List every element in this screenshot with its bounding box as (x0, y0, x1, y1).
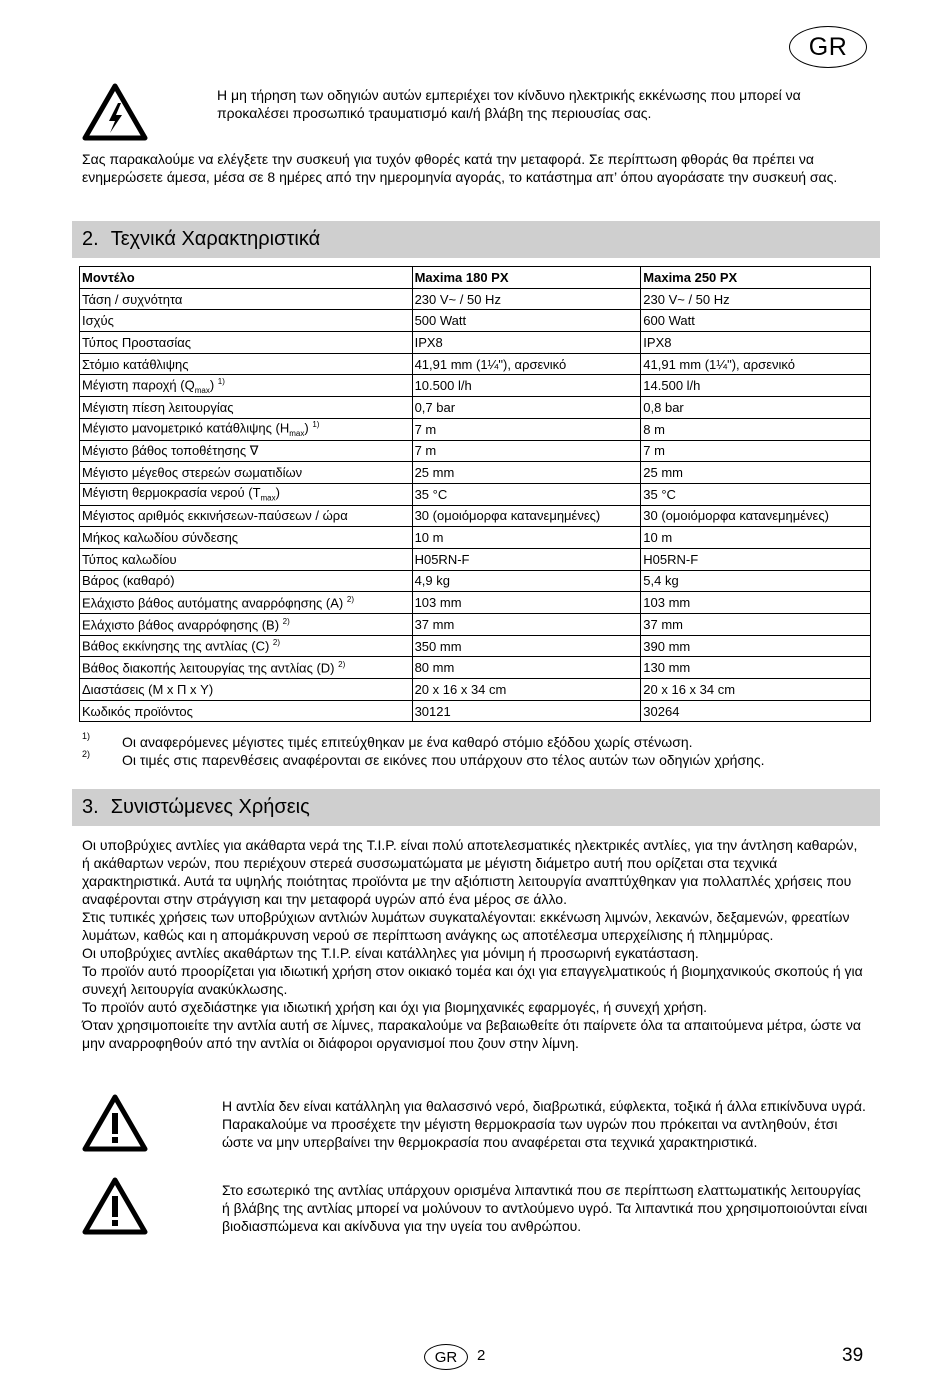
country-badge: GR (789, 26, 867, 68)
table-row (80, 657, 871, 679)
spec-value-180: 230 V~ / 50 Hz (412, 288, 641, 310)
spec-value-180: 30 (ομοιόμορφα κατανεμημένες) (412, 505, 641, 527)
table-row (80, 679, 871, 701)
uses-paragraph: Το προϊόν αυτό προορίζεται για ιδιωτική χρήση στον οικιακό τομέα και όχι για επαγγελματικούς ή βιομηχανικούς σκοπούς ή για συνεχή λειτουργία ανακύκλωσης. (82, 963, 863, 997)
spec-value-180: 10.500 l/h (412, 375, 641, 397)
spec-label: Ισχύς (80, 310, 413, 332)
table-row (80, 592, 871, 614)
spec-label: Βάρος (καθαρό) (80, 570, 413, 592)
section-heading-technical (72, 221, 880, 258)
spec-value-180: IPX8 (412, 332, 641, 354)
spec-value-250: 37 mm (641, 614, 871, 636)
table-row (80, 462, 871, 484)
spec-value-250: 30264 (641, 700, 871, 722)
spec-value-250: 600 Watt (641, 310, 871, 332)
header-cell: Μοντέλο (80, 267, 413, 289)
spec-value-180: 103 mm (412, 592, 641, 614)
footer-country-badge: GR (424, 1344, 468, 1370)
table-header-row (80, 267, 871, 289)
spec-label: Κωδικός προϊόντος (80, 700, 413, 722)
table-row (80, 332, 871, 354)
spec-value-250: 7 m (641, 440, 871, 462)
spec-value-250: 130 mm (641, 657, 871, 679)
spec-value-180: 0,7 bar (412, 397, 641, 419)
spec-value-250: 103 mm (641, 592, 871, 614)
uses-paragraph: Οι υποβρύχιες αντλίες για ακάθαρτα νερά της T.I.P. είναι πολύ αποτελεσματικές ηλεκτρικές αντλίες, για την άντληση καθαρών, ή ακάθαρτων νερών, που περιέχουν στερεά συσσωματώματα με μέγιστη διάμετρο αυτή που ορίζεται στα τεχνικά χαρακτηριστικά. Αυτά τα υψηλής ποιότητας προϊόντα με την αξιόπιστη λειτουργία αναπτύχθηκαν για πολλαπλές χρήσεις που αναφέρονται στην στράγγιση και την μεταφορά υγρών από ένα μέρος σε άλλο. (82, 837, 858, 907)
spec-value-180: 41,91 mm (1¼"), αρσενικό (412, 353, 641, 375)
spec-label: Μέγιστη παροχή $(Q_{max})$ $^{1)}$ (80, 375, 413, 397)
footnote-text: Οι τιμές στις παρενθέσεις αναφέρονται σε εικόνες που υπάρχουν στο τέλος αυτών των οδηγιών χρήσης. (122, 752, 765, 768)
spec-label: Μέγιστη πίεση λειτουργίας (80, 397, 413, 419)
spec-value-180: 10 m (412, 527, 641, 549)
spec-value-250: 20 x 16 x 34 cm (641, 679, 871, 701)
table-row (80, 527, 871, 549)
spec-value-180: 350 mm (412, 635, 641, 657)
spec-label: Μήκος καλωδίου σύνδεσης (80, 527, 413, 549)
footnote-mark: 2) (82, 749, 91, 759)
page-number: 39 (842, 1345, 864, 1366)
table-row (80, 375, 871, 397)
table-row (80, 353, 871, 375)
table-row (80, 397, 871, 419)
spec-value-250: 14.500 l/h (641, 375, 871, 397)
table-row (80, 288, 871, 310)
table-row (80, 483, 871, 505)
uses-paragraph: Στις τυπικές χρήσεις των υποβρύχιων αντλιών λυμάτων συγκαταλέγονται: εκκένωση λιμνών, λεκανών, δεξαμενών, φρεατίων λυμάτων, καθώς και η απομάκρυνση νερού σε περίπτωση ανάγκης ως αποτέλεσμα υπερχείλισης ή πλημμύρας. (82, 909, 850, 943)
spec-value-250: 35 °C (641, 483, 871, 505)
spec-label: Ελάχιστο βάθος αναρρόφησης (B) $^{2)}$ (80, 614, 413, 636)
caution-icon (82, 1094, 148, 1152)
table-row (80, 310, 871, 332)
spec-label: Μέγιστο μανομετρικό κατάθλιψης $(H_{max})$ $^{1)}$ (80, 418, 413, 440)
intro-check-text: Σας παρακαλούμε να ελέγξετε την συσκευή για τυχόν φθορές κατά την μεταφορά. Σε περίπτωση φθοράς θα πρέπει να ενημερώσετε άμεσα, μέσα σε 8 ημέρες από την ημερομηνία αγοράς, το κατάστημα απ’ όπου αγοράσατε την συσκευή σας. (82, 151, 838, 185)
electric-hazard-icon (82, 83, 148, 141)
footnote-text: Οι αναφερόμενες μέγιστες τιμές επιτεύχθηκαν με ένα καθαρό στόμιο εξόδου χωρίς στένωση. (122, 734, 693, 750)
spec-label: Διαστάσεις (Μ x Π x Υ) (80, 679, 413, 701)
table-row (80, 700, 871, 722)
spec-label: Τύπος Προστασίας (80, 332, 413, 354)
spec-label: Μέγιστο βάθος τοποθέτησης ∇ (80, 440, 413, 462)
uses-paragraph: Οι υποβρύχιες αντλίες ακαθάρτων της T.I.P. είναι κατάλληλες για μόνιμη ή προσωρινή εγκατάσταση. (82, 945, 699, 961)
spec-label: Μέγιστη θερμοκρασία νερού $(T_{max})$ (80, 483, 413, 505)
section-title: Συνιστώμενες Χρήσεις (110, 796, 310, 818)
spec-label: Μέγιστος αριθμός εκκινήσεων-παύσεων / ώρα (80, 505, 413, 527)
intro-warning-text: Η μη τήρηση των οδηγιών αυτών εμπεριέχει τον κίνδυνο ηλεκτρικής εκκένωσης που μπορεί να προκαλέσει προσωπικό τραυματισμό και/ή βλάβη της περιουσίας σας. (217, 87, 801, 121)
spec-value-180: 25 mm (412, 462, 641, 484)
header-cell: Maxima 180 PX (412, 267, 641, 289)
spec-label: Βάθος εκκίνησης της αντλίας (C) $^{2)}$ (80, 635, 413, 657)
section-number: 3. (82, 796, 99, 818)
spec-label: Βάθος διακοπής λειτουργίας της αντλίας (D) $^{2)}$ (80, 657, 413, 679)
spec-value-180: 4,9 kg (412, 570, 641, 592)
spec-label: Ελάχιστο βάθος αυτόματης αναρρόφησης (A) $^{2)}$ (80, 592, 413, 614)
spec-value-250: 10 m (641, 527, 871, 549)
spec-value-180: 7 m (412, 418, 641, 440)
table-row (80, 570, 871, 592)
spec-value-180: H05RN-F (412, 548, 641, 570)
spec-value-250: 0,8 bar (641, 397, 871, 419)
specifications-table (79, 266, 871, 722)
uses-paragraph: Το προϊόν αυτό σχεδιάστηκε για ιδιωτική χρήση και όχι για βιομηχανικές εφαρμογές, ή συνεχή χρήση. (82, 999, 708, 1015)
spec-value-250: H05RN-F (641, 548, 871, 570)
table-row (80, 440, 871, 462)
spec-label: Μέγιστο μέγεθος στερεών σωματιδίων (80, 462, 413, 484)
spec-value-180: 35 °C (412, 483, 641, 505)
spec-value-250: 390 mm (641, 635, 871, 657)
section-number: 2. (82, 228, 99, 250)
spec-value-180: 80 mm (412, 657, 641, 679)
uses-paragraph: Όταν χρησιμοποιείτε την αντλία αυτή σε λίμνες, παρακαλούμε να βεβαιωθείτε ότι παίρνετε όλα τα απαιτούμενα μέτρα, ώστε να μην αναρροφηθούν από την αντλία οι διάφοροι οργανισμοί που ζουν στην λίμνη. (82, 1017, 861, 1051)
spec-value-250: IPX8 (641, 332, 871, 354)
spec-value-180: 7 m (412, 440, 641, 462)
spec-label: Τύπος καλωδίου (80, 548, 413, 570)
table-row (80, 505, 871, 527)
table-row (80, 635, 871, 657)
spec-value-250: 25 mm (641, 462, 871, 484)
spec-label: Τάση / συχνότητα (80, 288, 413, 310)
spec-value-250: 8 m (641, 418, 871, 440)
header-cell: Maxima 250 PX (641, 267, 871, 289)
spec-value-250: 230 V~ / 50 Hz (641, 288, 871, 310)
spec-label: Στόμιο κατάθλιψης (80, 353, 413, 375)
spec-value-180: 500 Watt (412, 310, 641, 332)
table-row (80, 418, 871, 440)
section-heading-uses (72, 789, 880, 826)
table-row (80, 548, 871, 570)
spec-value-250: 41,91 mm (1¼"), αρσενικό (641, 353, 871, 375)
footnote-mark: 1) (82, 731, 91, 741)
caution-icon (82, 1177, 148, 1235)
table-row (80, 614, 871, 636)
warning-text-1: Η αντλία δεν είναι κατάλληλη για θαλασσινό νερό, διαβρωτικά, εύφλεκτα, τοξικά ή άλλα επικίνδυνα υγρά. Παρακαλούμε να προσέχετε την μέγιστη θερμοκρασία των υγρών που πρόκειται να αντληθούν, έτσι ώστε να μην υπερβαίνει την θερμοκρασία που αναφέρεται στα τεχνικά χαρακτηριστικά. (222, 1098, 866, 1150)
uses-body (82, 836, 867, 1052)
spec-value-180: 30121 (412, 700, 641, 722)
spec-value-250: 30 (ομοιόμορφα κατανεμημένες) (641, 505, 871, 527)
spec-value-250: 5,4 kg (641, 570, 871, 592)
spec-value-180: 37 mm (412, 614, 641, 636)
section-title: Τεχνικά Χαρακτηριστικά (110, 228, 321, 250)
footer-section-page: 2 (477, 1347, 486, 1364)
warning-text-2: Στο εσωτερικό της αντλίας υπάρχουν ορισμένα λιπαντικά που σε περίπτωση ελαττωματικής λειτουργίας ή βλάβης της αντλίας μπορεί να μολύνουν το αντλούμενο υγρό. Τα λιπαντικά που χρησιμοποιούνται είναι βιοδιασπώμενα και ακίνδυνα για την υγεία του ανθρώπου. (222, 1182, 868, 1234)
spec-value-180: 20 x 16 x 34 cm (412, 679, 641, 701)
